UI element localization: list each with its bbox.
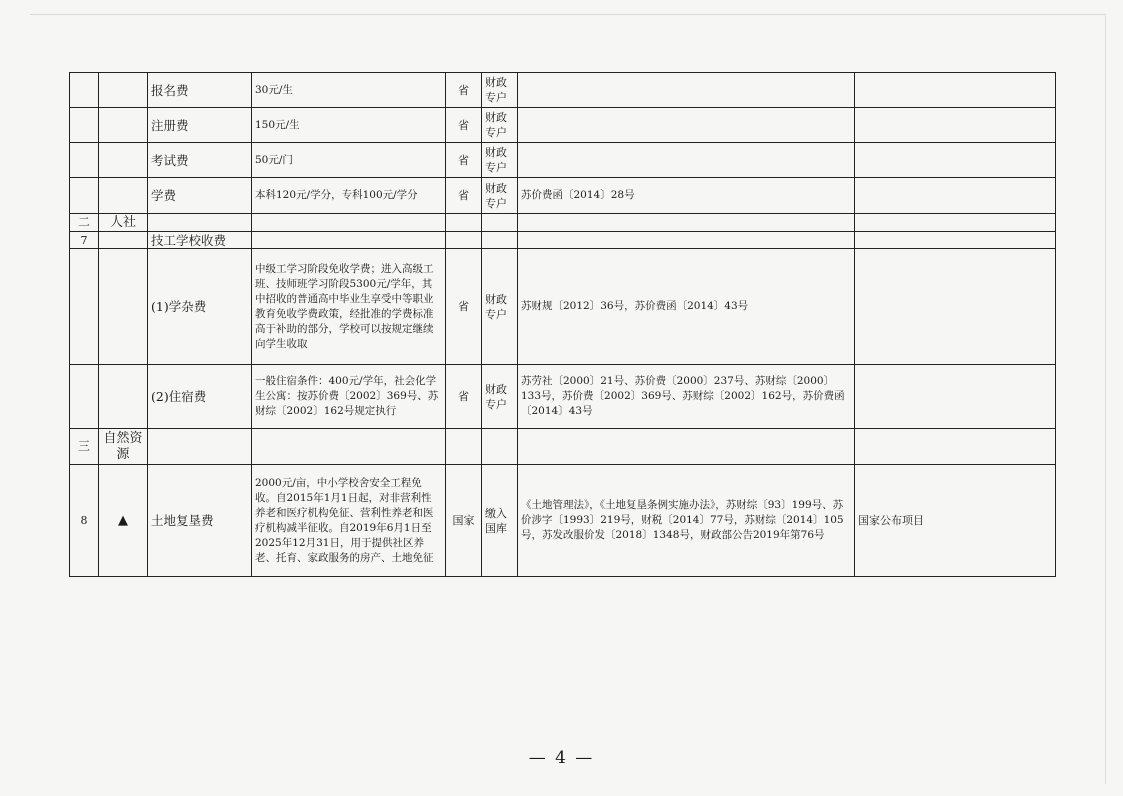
fee-level [446, 232, 482, 249]
section-row [70, 214, 1056, 232]
row-mark [99, 178, 148, 214]
table-row [70, 232, 1056, 249]
table-row [70, 365, 1056, 429]
row-mark [99, 365, 148, 429]
policy-basis [518, 108, 855, 143]
remark [855, 249, 1056, 365]
empty-cell [148, 429, 252, 465]
policy-basis: 《土地管理法》，《土地复垦条例实施办法》，苏财综〔93〕199号、苏价涉字〔1993〕219号，财税〔2014〕77号，苏财综〔2014〕105号，苏发改服价发〔2018〕1348号，财政部公告2019年第76号 [518, 465, 855, 577]
section-row [70, 429, 1056, 465]
row-mark [99, 249, 148, 365]
row-number [70, 365, 99, 429]
policy-basis [518, 232, 855, 249]
fund-management: 缴入国库 [482, 465, 518, 577]
row-number [70, 108, 99, 143]
remark: 国家公布项目 [855, 465, 1056, 577]
fee-level: 省 [446, 178, 482, 214]
empty-cell [518, 429, 855, 465]
fee-level: 省 [446, 143, 482, 178]
fund-management: 财政专户 [482, 108, 518, 143]
empty-cell [518, 214, 855, 232]
row-number: 7 [70, 232, 99, 249]
remark [855, 143, 1056, 178]
empty-cell [482, 214, 518, 232]
table-row [70, 143, 1056, 178]
row-number [70, 178, 99, 214]
row-mark [99, 73, 148, 108]
row-number [70, 73, 99, 108]
fee-name: (1)学杂费 [148, 249, 252, 365]
empty-cell [855, 429, 1056, 465]
section-number: 二 [70, 214, 99, 232]
page-number: — 4 — [528, 748, 595, 768]
table-row [70, 178, 1056, 214]
fee-name: 注册费 [148, 108, 252, 143]
fee-name: 报名费 [148, 73, 252, 108]
fee-table [69, 72, 1056, 577]
fund-management: 财政专户 [482, 365, 518, 429]
fee-level: 省 [446, 365, 482, 429]
remark [855, 232, 1056, 249]
remark [855, 365, 1056, 429]
fee-standard: 中级工学习阶段免收学费；进入高级工班、技师班学习阶段5300元/学年，其中招收的普通高中毕业生享受中等职业教育免收学费政策，经批准的学费标准高于补助的部分，学校可以按规定继续向学生收取 [252, 249, 446, 365]
empty-cell [148, 214, 252, 232]
fund-management: 财政专户 [482, 249, 518, 365]
fee-name: (2)住宿费 [148, 365, 252, 429]
policy-basis [518, 143, 855, 178]
section-title: 人社 [99, 214, 148, 232]
remark [855, 108, 1056, 143]
empty-cell [446, 214, 482, 232]
row-mark [99, 232, 148, 249]
fee-level: 省 [446, 73, 482, 108]
fee-standard: 本科120元/学分，专科100元/学分 [252, 178, 446, 214]
policy-basis: 苏财规〔2012〕36号，苏价费函〔2014〕43号 [518, 249, 855, 365]
remark [855, 178, 1056, 214]
fee-level: 省 [446, 108, 482, 143]
fund-management [482, 232, 518, 249]
empty-cell [252, 429, 446, 465]
scan-edge-top [30, 14, 1105, 15]
row-number: 8 [70, 465, 99, 577]
fee-level: 省 [446, 249, 482, 365]
fee-level: 国家 [446, 465, 482, 577]
table-row [70, 249, 1056, 365]
fee-standard: 2000元/亩，中小学校舍安全工程免收。自2015年1月1日起，对非营利性养老和医疗机构免征、营利性养老和医疗机构减半征收。自2019年6月1日至2025年12月31日，用于提供社区养老、托育、家政服务的房产、土地免征 [252, 465, 446, 577]
table-row [70, 108, 1056, 143]
row-number [70, 249, 99, 365]
policy-basis [518, 73, 855, 108]
section-number: 三 [70, 429, 99, 465]
empty-cell [482, 429, 518, 465]
row-mark [99, 108, 148, 143]
empty-cell [252, 214, 446, 232]
empty-cell [446, 429, 482, 465]
empty-cell [855, 214, 1056, 232]
section-title: 自然资源 [99, 429, 148, 465]
fee-name: 考试费 [148, 143, 252, 178]
triangle-mark-icon: ▲ [99, 465, 148, 577]
remark [855, 73, 1056, 108]
fee-name: 土地复垦费 [148, 465, 252, 577]
fee-name: 技工学校收费 [148, 232, 252, 249]
fund-management: 财政专户 [482, 73, 518, 108]
table-row [70, 73, 1056, 108]
table-row [70, 465, 1056, 577]
scan-edge-right [1105, 14, 1106, 784]
policy-basis: 苏劳社〔2000〕21号、苏价费〔2000〕237号、苏财综〔2000〕133号，苏价费〔2002〕369号、苏财综〔2002〕162号，苏价费函〔2014〕43号 [518, 365, 855, 429]
fund-management: 财政专户 [482, 178, 518, 214]
fee-standard: 30元/生 [252, 73, 446, 108]
fee-standard [252, 232, 446, 249]
row-number [70, 143, 99, 178]
row-mark [99, 143, 148, 178]
policy-basis: 苏价费函〔2014〕28号 [518, 178, 855, 214]
fee-name: 学费 [148, 178, 252, 214]
fund-management: 财政专户 [482, 143, 518, 178]
fee-standard: 一般住宿条件：400元/学年，社会化学生公寓：按苏价费〔2002〕369号、苏财综〔2002〕162号规定执行 [252, 365, 446, 429]
fee-standard: 150元/生 [252, 108, 446, 143]
fee-standard: 50元/门 [252, 143, 446, 178]
